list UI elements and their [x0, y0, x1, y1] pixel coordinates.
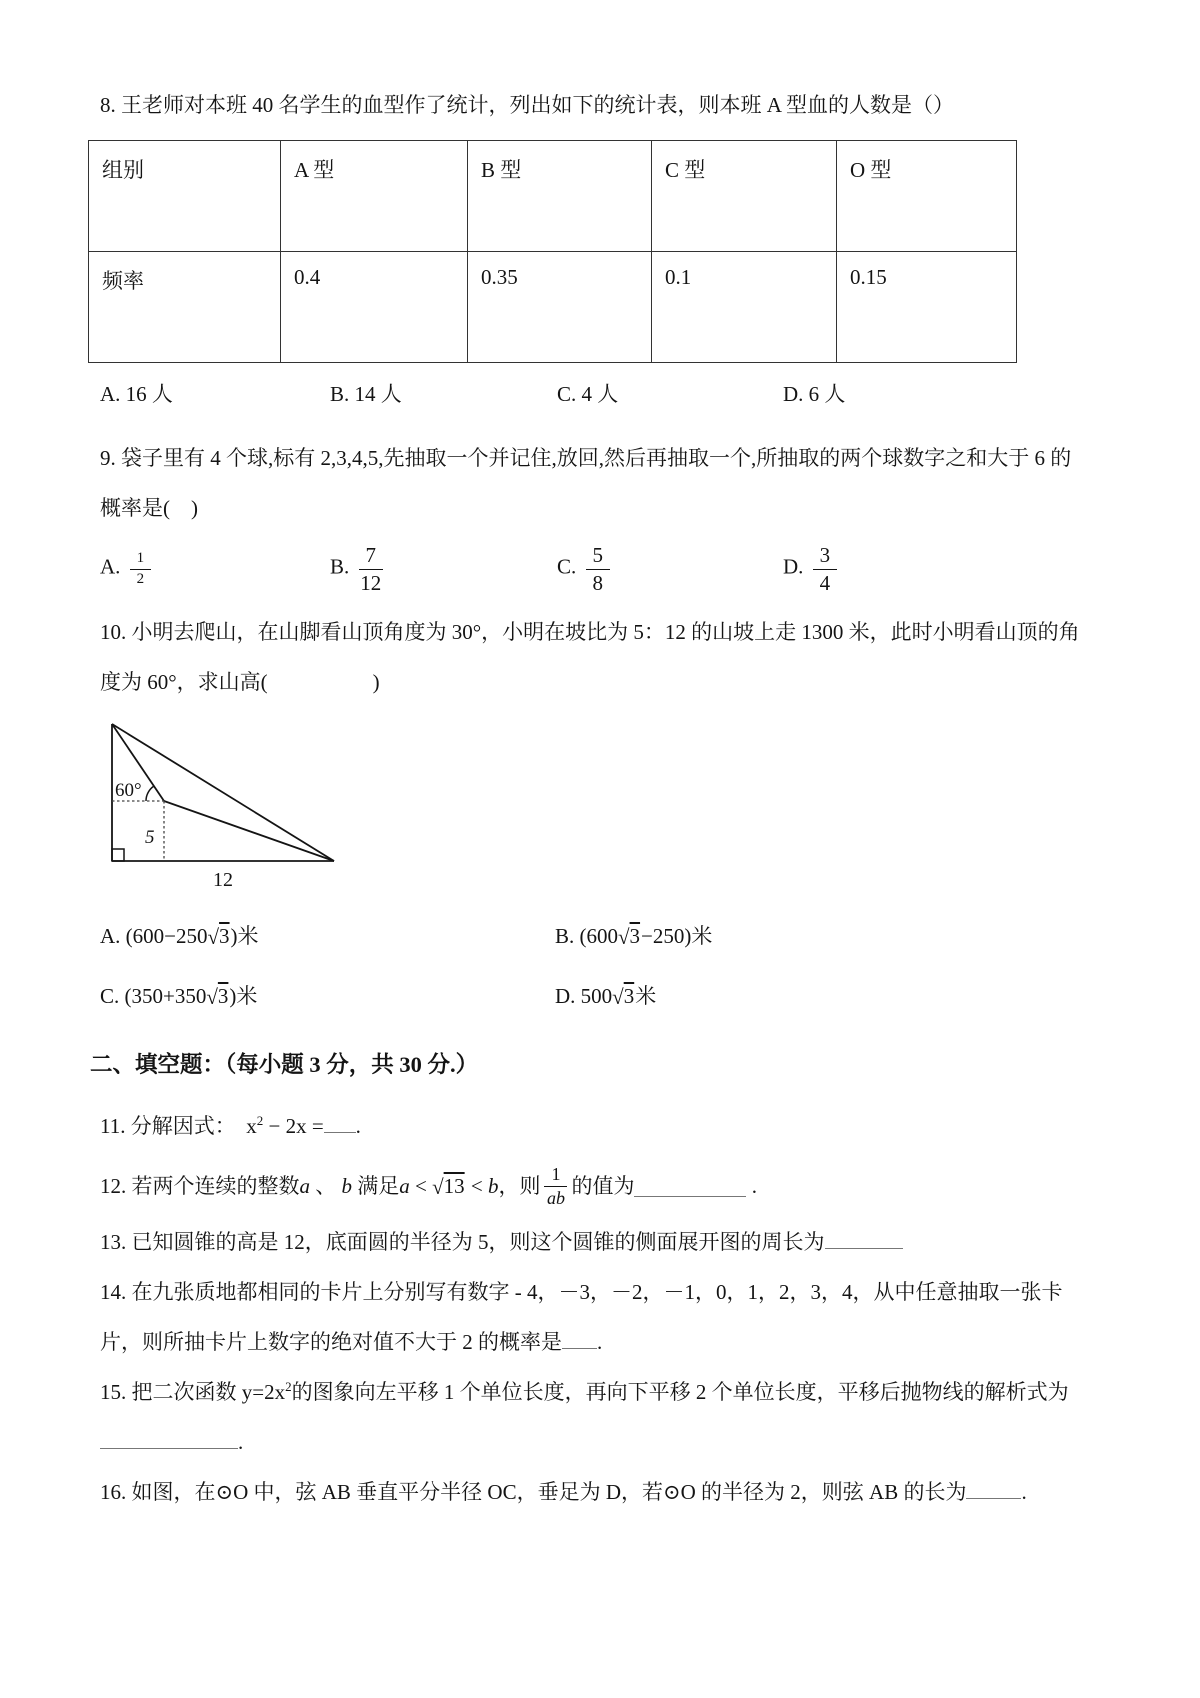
answer-blank	[966, 1478, 1021, 1499]
option-label: D.	[555, 984, 576, 1008]
option-label: B.	[555, 924, 575, 948]
q9-option-c	[557, 543, 783, 594]
question-8-options	[100, 369, 1104, 419]
q9-option-a	[100, 550, 330, 588]
question-13: 13. 已知圆锥的高是 12，底面圆的半径为 5，则这个圆锥的侧面展开图的周长为	[100, 1217, 1104, 1267]
q9-line2: 概率是( )	[100, 496, 198, 520]
question-14	[100, 1267, 1104, 1367]
table-cell: 0.1	[652, 252, 837, 363]
q8-option-b: B. 14 人	[330, 382, 402, 406]
q14-line2: 片，则所抽卡片上数字的绝对值不大于 2 的概率是 .	[100, 1330, 603, 1354]
table-cell: C 型	[652, 141, 837, 252]
fraction: $\frac{1}{ab}$	[544, 1164, 567, 1208]
q9-option-d	[783, 543, 841, 594]
q10-option-b: B. (600√3−250)米	[555, 924, 713, 949]
angle-arc	[146, 786, 154, 801]
q14-line1: 14. 在九张质地都相同的卡片上分别写有数字 - 4，－3，－2，－1，0，1，2，3，4，从中任意抽取一张卡	[100, 1280, 1063, 1304]
answer-blank	[562, 1328, 597, 1349]
option-label: A.	[100, 554, 121, 579]
radical: √3	[612, 984, 635, 1009]
table-cell: B 型	[468, 141, 652, 252]
slope-line	[164, 801, 334, 861]
table-cell: 频率	[89, 252, 281, 363]
option-label: B.	[330, 554, 350, 579]
question-10-text	[100, 607, 1104, 707]
q9-line1: 9. 袋子里有 4 个球,标有 2,3,4,5,先抽取一个并记住,放回,然后再抽取一个,所抽取的两个球数字之和大于 6 的	[100, 446, 1072, 470]
answer-blank	[100, 1428, 238, 1449]
table-cell: A 型	[281, 141, 468, 252]
question-11: 11. 分解因式： $x^2 - 2x$ = .	[100, 1113, 361, 1138]
radical: √3	[206, 984, 229, 1009]
table-cell: 组别	[89, 141, 281, 252]
fraction: $\frac{5}{8}$	[586, 543, 611, 594]
table-row	[89, 252, 1017, 363]
q10-option-c: C. (350+350√3)米	[100, 984, 258, 1009]
fraction: $\frac{3}{4}$	[813, 543, 838, 594]
radical: √3	[207, 924, 230, 949]
section-2-title: 二、填空题：（每小题 3 分，共 30 分.）	[90, 1052, 479, 1077]
q10-line1: 10. 小明去爬山，在山脚看山顶角度为 30°，小明在坡比为 5：12 的山坡上走 1300 米，此时小明看山顶的角	[100, 620, 1080, 644]
q8-option-a: A. 16 人	[100, 382, 173, 406]
answer-blank	[324, 1112, 356, 1133]
question-8-text: 8. 王老师对本班 40 名学生的血型作了统计，列出如下的统计表，则本班 A 型血的人数是（）	[100, 93, 955, 117]
fraction: $\frac{7}{12}$	[360, 543, 382, 595]
right-angle-marker	[112, 849, 124, 861]
table-header-row	[89, 141, 1017, 252]
q10-option-d: D. 500√3米	[555, 984, 657, 1009]
question-9-options	[100, 533, 1104, 605]
option-label: D.	[783, 554, 804, 579]
question-15	[100, 1367, 1104, 1467]
question-9-text	[100, 433, 1104, 533]
fraction: $\frac{1}{2}$	[130, 550, 152, 588]
q10-line2: 度为 60°，求山高( )	[100, 670, 380, 694]
run-label: 12	[213, 869, 233, 891]
radical: √3	[618, 924, 641, 949]
table-cell: 0.15	[837, 252, 1017, 363]
q8-option-d: D. 6 人	[783, 382, 846, 406]
option-label: A.	[100, 924, 121, 948]
table-cell: 0.35	[468, 252, 652, 363]
answer-blank	[825, 1228, 903, 1249]
answer-blank	[634, 1176, 746, 1197]
option-label: C.	[100, 984, 120, 1008]
blood-type-table	[88, 140, 1017, 363]
q15-line2: .	[100, 1417, 1104, 1467]
mountain-diagram	[104, 719, 354, 895]
option-label: C.	[557, 554, 577, 579]
table-cell: O 型	[837, 141, 1017, 252]
q8-option-c: C. 4 人	[557, 382, 619, 406]
angle-label: 60°	[115, 780, 142, 801]
table-cell: 0.4	[281, 252, 468, 363]
math-expression: $x^2 - 2x$ =	[246, 1113, 324, 1138]
question-12: 12. 若两个连续的整数 a 、 b 满足 a < √13 < b ，则 $\frac{1}{ab}$ 的值为 .	[100, 1163, 757, 1208]
question-10-options	[100, 911, 1104, 1021]
q10-option-a: A. (600−250√3)米	[100, 924, 259, 949]
question-16: 16. 如图，在⊙O 中，弦 AB 垂直平分半径 OC，垂足为 D，若⊙O 的半径为 2，则弦 AB 的长为 .	[100, 1480, 1027, 1504]
radical: √13	[432, 1174, 465, 1199]
q9-option-b	[330, 543, 557, 594]
q15-line1: 15. 把二次函数 $y=2x^2$的图象向左平移 1 个单位长度，再向下平移 2 个单位长度，平移后抛物线的解析式为	[100, 1379, 1069, 1404]
rise-label: 5	[145, 827, 155, 848]
